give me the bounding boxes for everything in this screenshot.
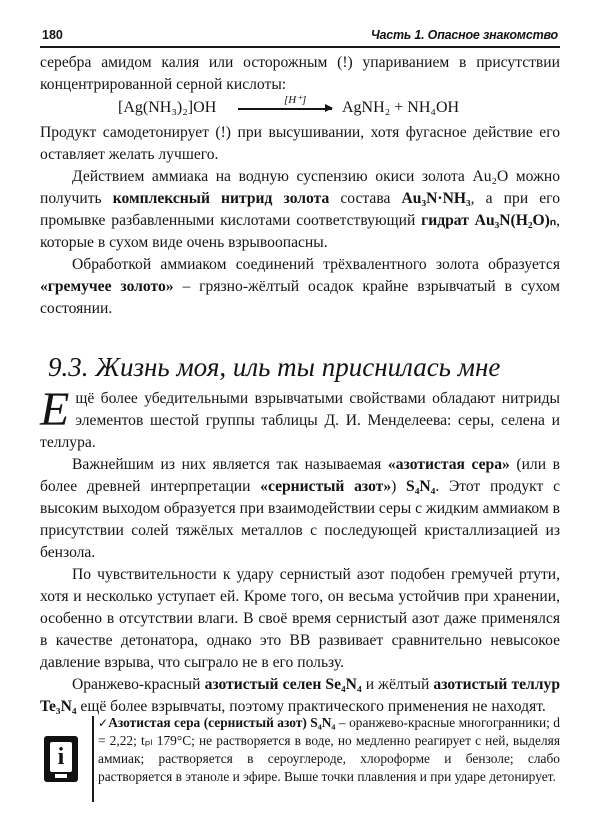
reaction-arrow-icon — [238, 108, 332, 110]
reaction-equation — [40, 94, 560, 121]
text-run: Обработкой аммиаком соединений трёхвалентного золота образуется — [72, 256, 560, 273]
text-run: Оранжево-красный — [72, 676, 205, 693]
text-run: щё более убедительными взрывчатыми свойствами обладают нитриды элементов шестой группы таблицы Д. И. Менделеева: серы, селена и теллура. — [40, 390, 560, 451]
checkmark-icon: ✓ — [98, 716, 109, 730]
text-run: , а при его промывке разбавленными кислотами соответствующий — [40, 190, 560, 229]
equation-products: AgNH₂ + NH₄OH — [342, 99, 460, 116]
term-hydrate: гидрат Au₃N(H₂O)ₙ — [421, 212, 557, 229]
text-run: ещё более взрывчаты, поэтому практического применения не находят. — [76, 698, 546, 715]
formula-s4n4: S₄N₄ — [406, 478, 436, 495]
term-gold-nitride: комплексный нитрид золота — [112, 190, 330, 207]
info-body: – оранжево-красные многогранники; d = 2,22; tₚₗ 179°С; не растворяется в воде, но медленно реагирует с ней, выделяя аммиак; растворяется в сероуглероде, хлороформе и бензоле; слабо растворяется в этаноле и эфире. Выше точки плавления и при ударе детонирует. — [98, 715, 560, 784]
text-run: . Этот продукт с высоким выходом образуется при взаимодействии серы с жидким аммиаком в присутствии солей тяжёлых металлов с последующей кристаллизацией из бензола. — [40, 478, 561, 561]
text-run: (или в более древней интерпретации — [40, 456, 560, 495]
term-tellurium-nitride: азотистый теллур Te₃N₄ — [40, 676, 561, 715]
text-run: и жёлтый — [361, 676, 434, 693]
page-body — [40, 52, 560, 718]
info-icon — [44, 736, 78, 782]
info-title: Азотистая сера (сернистый азот) S₄N₄ — [108, 715, 336, 730]
paragraph-sulfur-nitride — [40, 454, 560, 564]
page-header — [40, 26, 560, 48]
paragraph-group-six-nitrides — [40, 383, 560, 454]
running-title: Часть 1. Опасное знакомство — [370, 28, 558, 42]
text-run: , которые в сухом виде очень взрывоопасны. — [40, 212, 560, 251]
text-run: Важнейшим из них является так называемая — [72, 456, 388, 473]
paragraph-gold-nitride — [40, 166, 560, 254]
text-run: – грязно-жёлтый осадок крайне взрывчатый в сухом состоянии. — [40, 278, 560, 317]
paragraph-silver-amide: серебра амидом калия или осторожным (!) упариванием в присутствии концентрированной серной кислоты: — [40, 54, 560, 93]
info-text — [98, 714, 560, 786]
info-icon-letter: i — [57, 744, 65, 770]
term-sulfurous-nitrogen: «сернистый азот» — [260, 478, 392, 495]
paragraph-self-detonation: Продукт самодетонирует (!) при высушивании, хотя фугасное действие его оставляет желать лучшего. — [40, 124, 560, 163]
info-icon-base — [55, 774, 67, 778]
page-number: 180 — [42, 28, 63, 42]
text-run: состава — [329, 190, 402, 207]
text-run: Действием аммиака на водную суспензию окиси золота Au₂O можно получить — [40, 168, 560, 207]
info-sidebar — [40, 714, 560, 806]
paragraph-fulminating-gold — [40, 254, 560, 320]
term-nitrous-sulfur: «азотистая сера» — [387, 456, 510, 473]
formula-gold-nitride: Au₃N·NH₃ — [401, 190, 471, 207]
equation-catalyst: [H⁺] — [284, 94, 307, 106]
term-fulminating-gold: «гремучее золото» — [40, 278, 174, 295]
info-icon-screen — [50, 742, 72, 772]
paragraph-selenium-tellurium — [40, 674, 560, 718]
term-selenium-nitride: азотистый селен Se₄N₄ — [204, 676, 362, 693]
equation-reactant: [Ag(NH₃)₂]OH — [118, 99, 217, 116]
drop-cap: Е — [40, 383, 70, 436]
section-heading: 9.3. Жизнь моя, иль ты приснилась мне — [48, 352, 501, 382]
paragraph-sensitivity: По чувствительности к удару сернистый азот подобен гремучей ртути, хотя и несколько уступает ей. Кроме того, он весьма устойчив при хранении, особенно в отсутствии влаги. В своё время сернистый азот даже применялся в качестве детонатора, однако это ВВ развивает сравнительно невысокое давление взрыва, что сыграло не в его пользу. — [40, 566, 560, 671]
info-divider — [92, 716, 94, 802]
text-run: ) — [391, 478, 407, 495]
